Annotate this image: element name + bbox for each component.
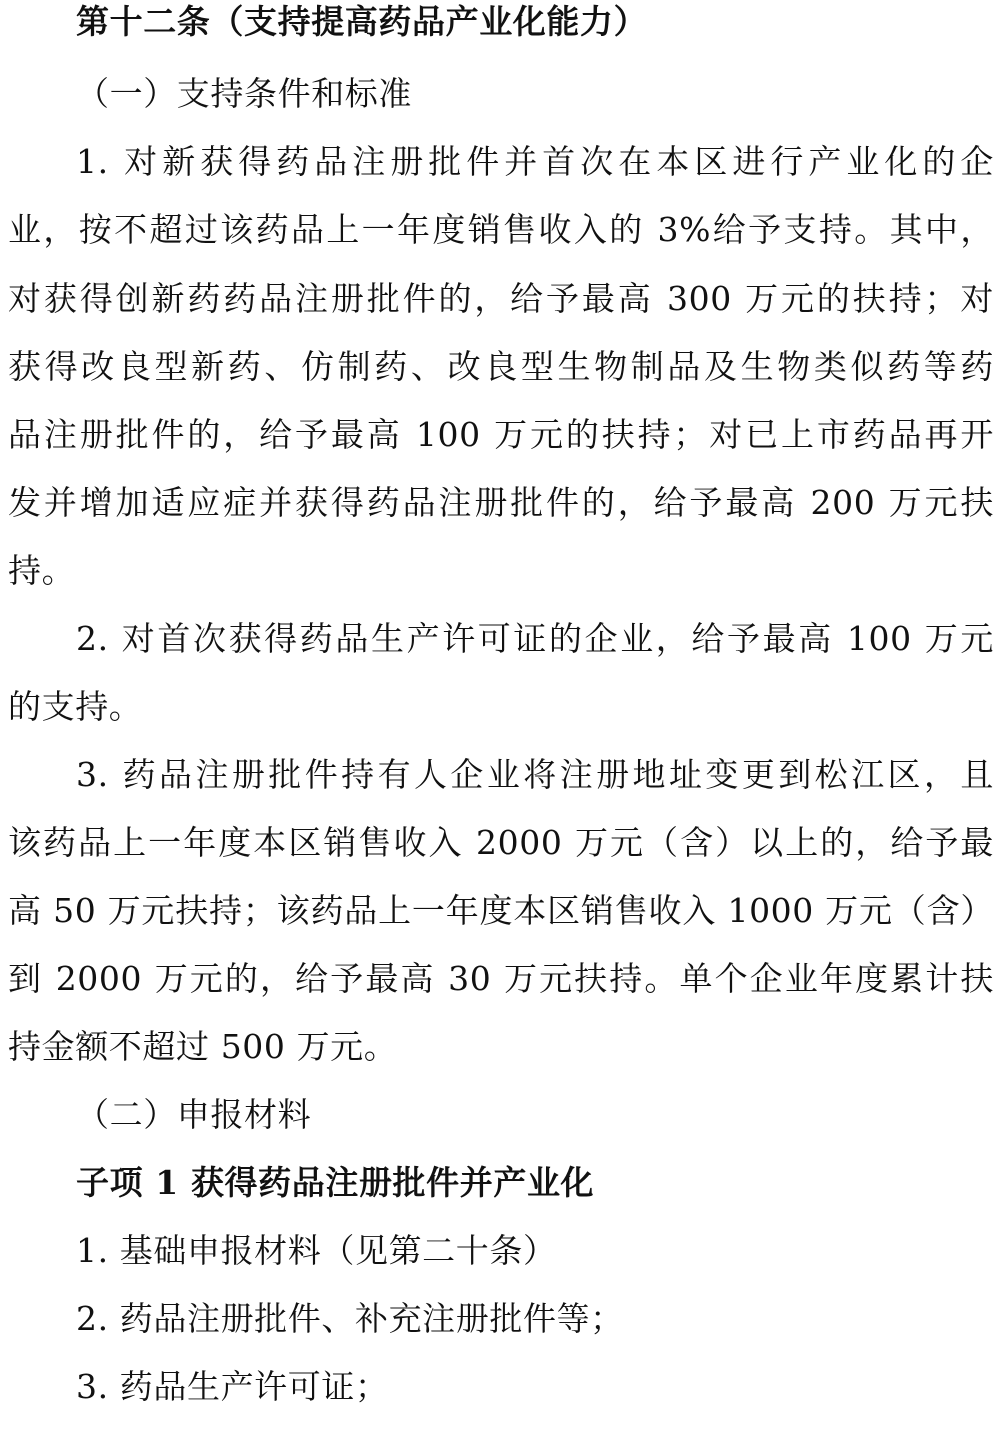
section-heading-conditions: （一）支持条件和标准: [76, 74, 412, 113]
material-item-2: 2. 药品注册批件、补充注册批件等；: [76, 1299, 624, 1338]
item1-line6: 发并增加适应症并获得药品注册批件的，给予最高 200 万元扶: [8, 483, 994, 522]
item2-line2: 的支持。: [8, 687, 143, 726]
item2-line1: 2. 对首次获得药品生产许可证的企业，给予最高 100 万元: [76, 619, 994, 658]
material-item-3: 3. 药品生产许可证；: [76, 1367, 389, 1406]
item3-line1: 3. 药品注册批件持有人企业将注册地址变更到松江区，且: [76, 755, 994, 794]
item3-line4: 到 2000 万元的，给予最高 30 万元扶持。单个企业年度累计扶: [8, 959, 994, 998]
item1-line1: 1. 对新获得药品注册批件并首次在本区进行产业化的企: [76, 142, 994, 181]
item3-line2: 该药品上一年度本区销售收入 2000 万元（含）以上的，给予最: [8, 823, 994, 862]
material-item-1: 1. 基础申报材料（见第二十条）: [76, 1231, 557, 1270]
item1-line3: 对获得创新药药品注册批件的，给予最高 300 万元的扶持；对: [8, 279, 994, 318]
item1-line7: 持。: [8, 551, 76, 590]
item1-line4: 获得改良型新药、仿制药、改良型生物制品及生物类似药等药: [8, 347, 994, 386]
item1-line5: 品注册批件的，给予最高 100 万元的扶持；对已上市药品再开: [8, 415, 994, 454]
item3-line3: 高 50 万元扶持；该药品上一年度本区销售收入 1000 万元（含）: [8, 891, 994, 930]
article-title: 第十二条（支持提高药品产业化能力）: [76, 2, 648, 41]
item3-line5: 持金额不超过 500 万元。: [8, 1027, 398, 1066]
item1-line2: 业，按不超过该药品上一年度销售收入的 3%给予支持。其中，: [8, 210, 994, 249]
section-heading-materials: （二）申报材料: [76, 1095, 312, 1134]
subitem-title: 子项 1 获得药品注册批件并产业化: [76, 1163, 595, 1202]
